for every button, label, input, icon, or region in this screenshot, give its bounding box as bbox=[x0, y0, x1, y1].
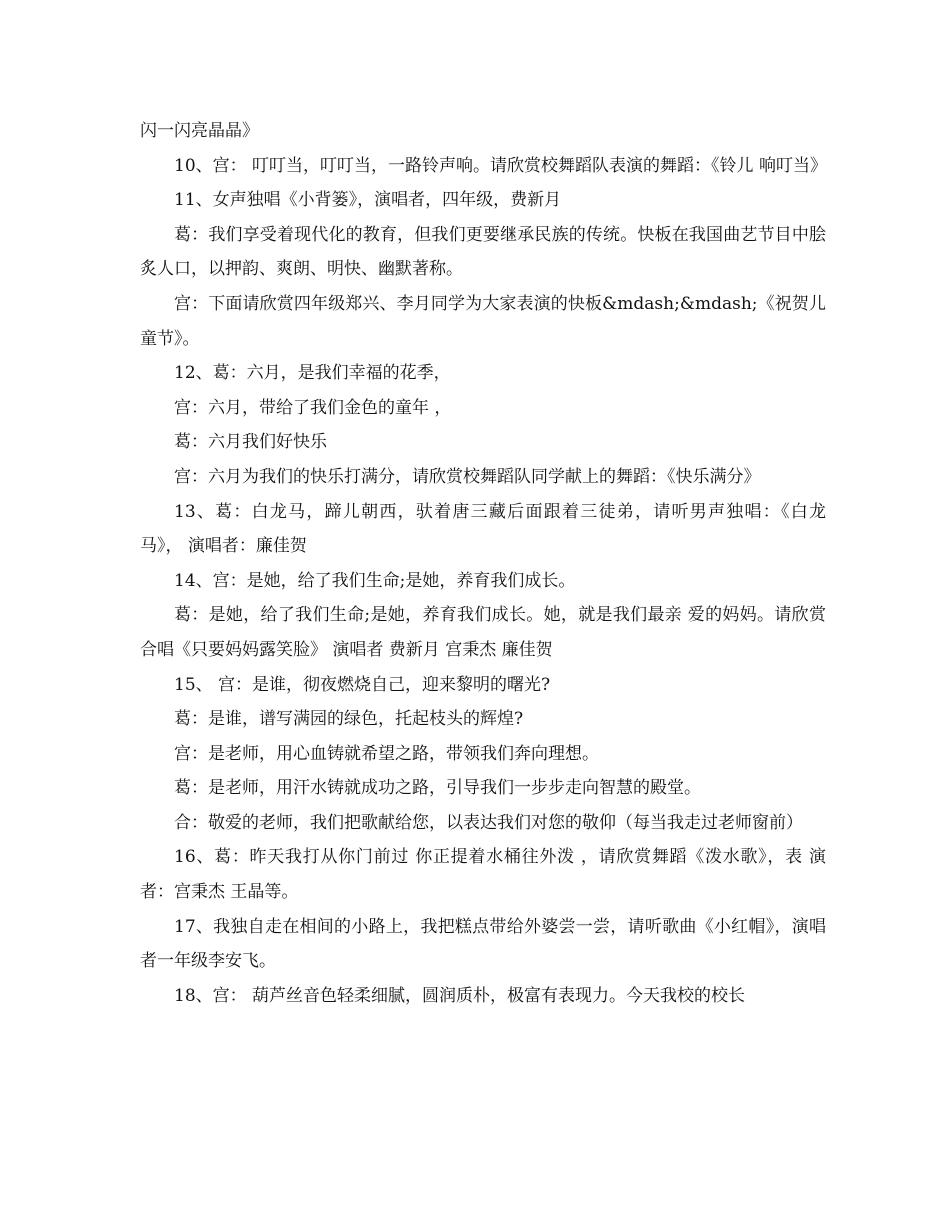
paragraph-9: 13、葛：白龙马，蹄儿朝西，驮着唐三藏后面跟着三徒弟，请听男声独唱：《白龙 马》， 演唱者：廉佳贺 bbox=[140, 501, 832, 557]
paragraph-4: 宫：下面请欣赏四年级郑兴、李月同学为大家表演的快板&mdash;&mdash;《祝贺儿童节》。 bbox=[140, 293, 826, 349]
paragraph-8: 宫：六月为我们的快乐打满分，请欣赏校舞蹈队同学献上的舞蹈：《快乐满分》 bbox=[174, 466, 761, 487]
paragraph-7: 葛：六月我们好快乐 bbox=[174, 432, 327, 453]
document-body bbox=[140, 114, 832, 1013]
paragraph-16: 合：敬爱的老师，我们把歌献给您，以表达我们对您的敬仰（每当我走过老师窗前） bbox=[174, 812, 803, 833]
paragraph-12: 15、 宫：是谁，彻夜燃烧自己，迎来黎明的曙光? bbox=[174, 674, 551, 695]
paragraph-1: 10、宫： 叮叮当，叮叮当，一路铃声响。请欣赏校舞蹈队表演的舞蹈：《铃儿 响叮当》 bbox=[174, 155, 827, 176]
paragraph-15: 葛：是老师，用汗水铸就成功之路，引导我们一步步走向智慧的殿堂。 bbox=[174, 778, 701, 799]
paragraph-5: 12、葛：六月，是我们幸福的花季， bbox=[174, 363, 451, 384]
paragraph-13: 葛：是谁，谱写满园的绿色，托起枝头的辉煌? bbox=[174, 709, 524, 730]
paragraph-19: 18、宫： 葫芦丝音色轻柔细腻，圆润质朴，极富有表现力。今天我校的校长 bbox=[174, 985, 746, 1006]
paragraph-3: 葛：我们享受着现代化的教育，但我们更要继承民族的传统。快板在我国曲艺节目中脍炙人口，以押韵、爽朗、明快、幽默著称。 bbox=[140, 224, 826, 280]
paragraph-6: 宫：六月，带给了我们金色的童年 ， bbox=[174, 397, 452, 418]
paragraph-18: 17、我独自走在相间的小路上，我把糕点带给外婆尝一尝，请听歌曲《小红帽》，演唱者一年级李安飞。 bbox=[140, 916, 826, 972]
paragraph-17: 16、葛：昨天我打从你门前过 你正提着水桶往外泼 ，请欣赏舞蹈《泼水歌》，表 演者：宫秉杰 王晶等。 bbox=[140, 847, 826, 903]
paragraph-0: 闪一闪亮晶晶》 bbox=[140, 121, 259, 141]
paragraph-2: 11、女声独唱《小背篓》，演唱者，四年级，费新月 bbox=[174, 190, 562, 211]
paragraph-10: 14、宫：是她，给了我们生命;是她，养育我们成长。 bbox=[174, 570, 576, 591]
paragraph-11: 葛：是她，给了我们生命;是她，养育我们成长。她，就是我们最亲 爱的妈妈。请欣赏合唱《只要妈妈露笑脸》 演唱者 费新月 宫秉杰 廉佳贺 bbox=[140, 605, 826, 660]
paragraph-14: 宫：是老师，用心血铸就希望之路，带领我们奔向理想。 bbox=[174, 743, 599, 764]
